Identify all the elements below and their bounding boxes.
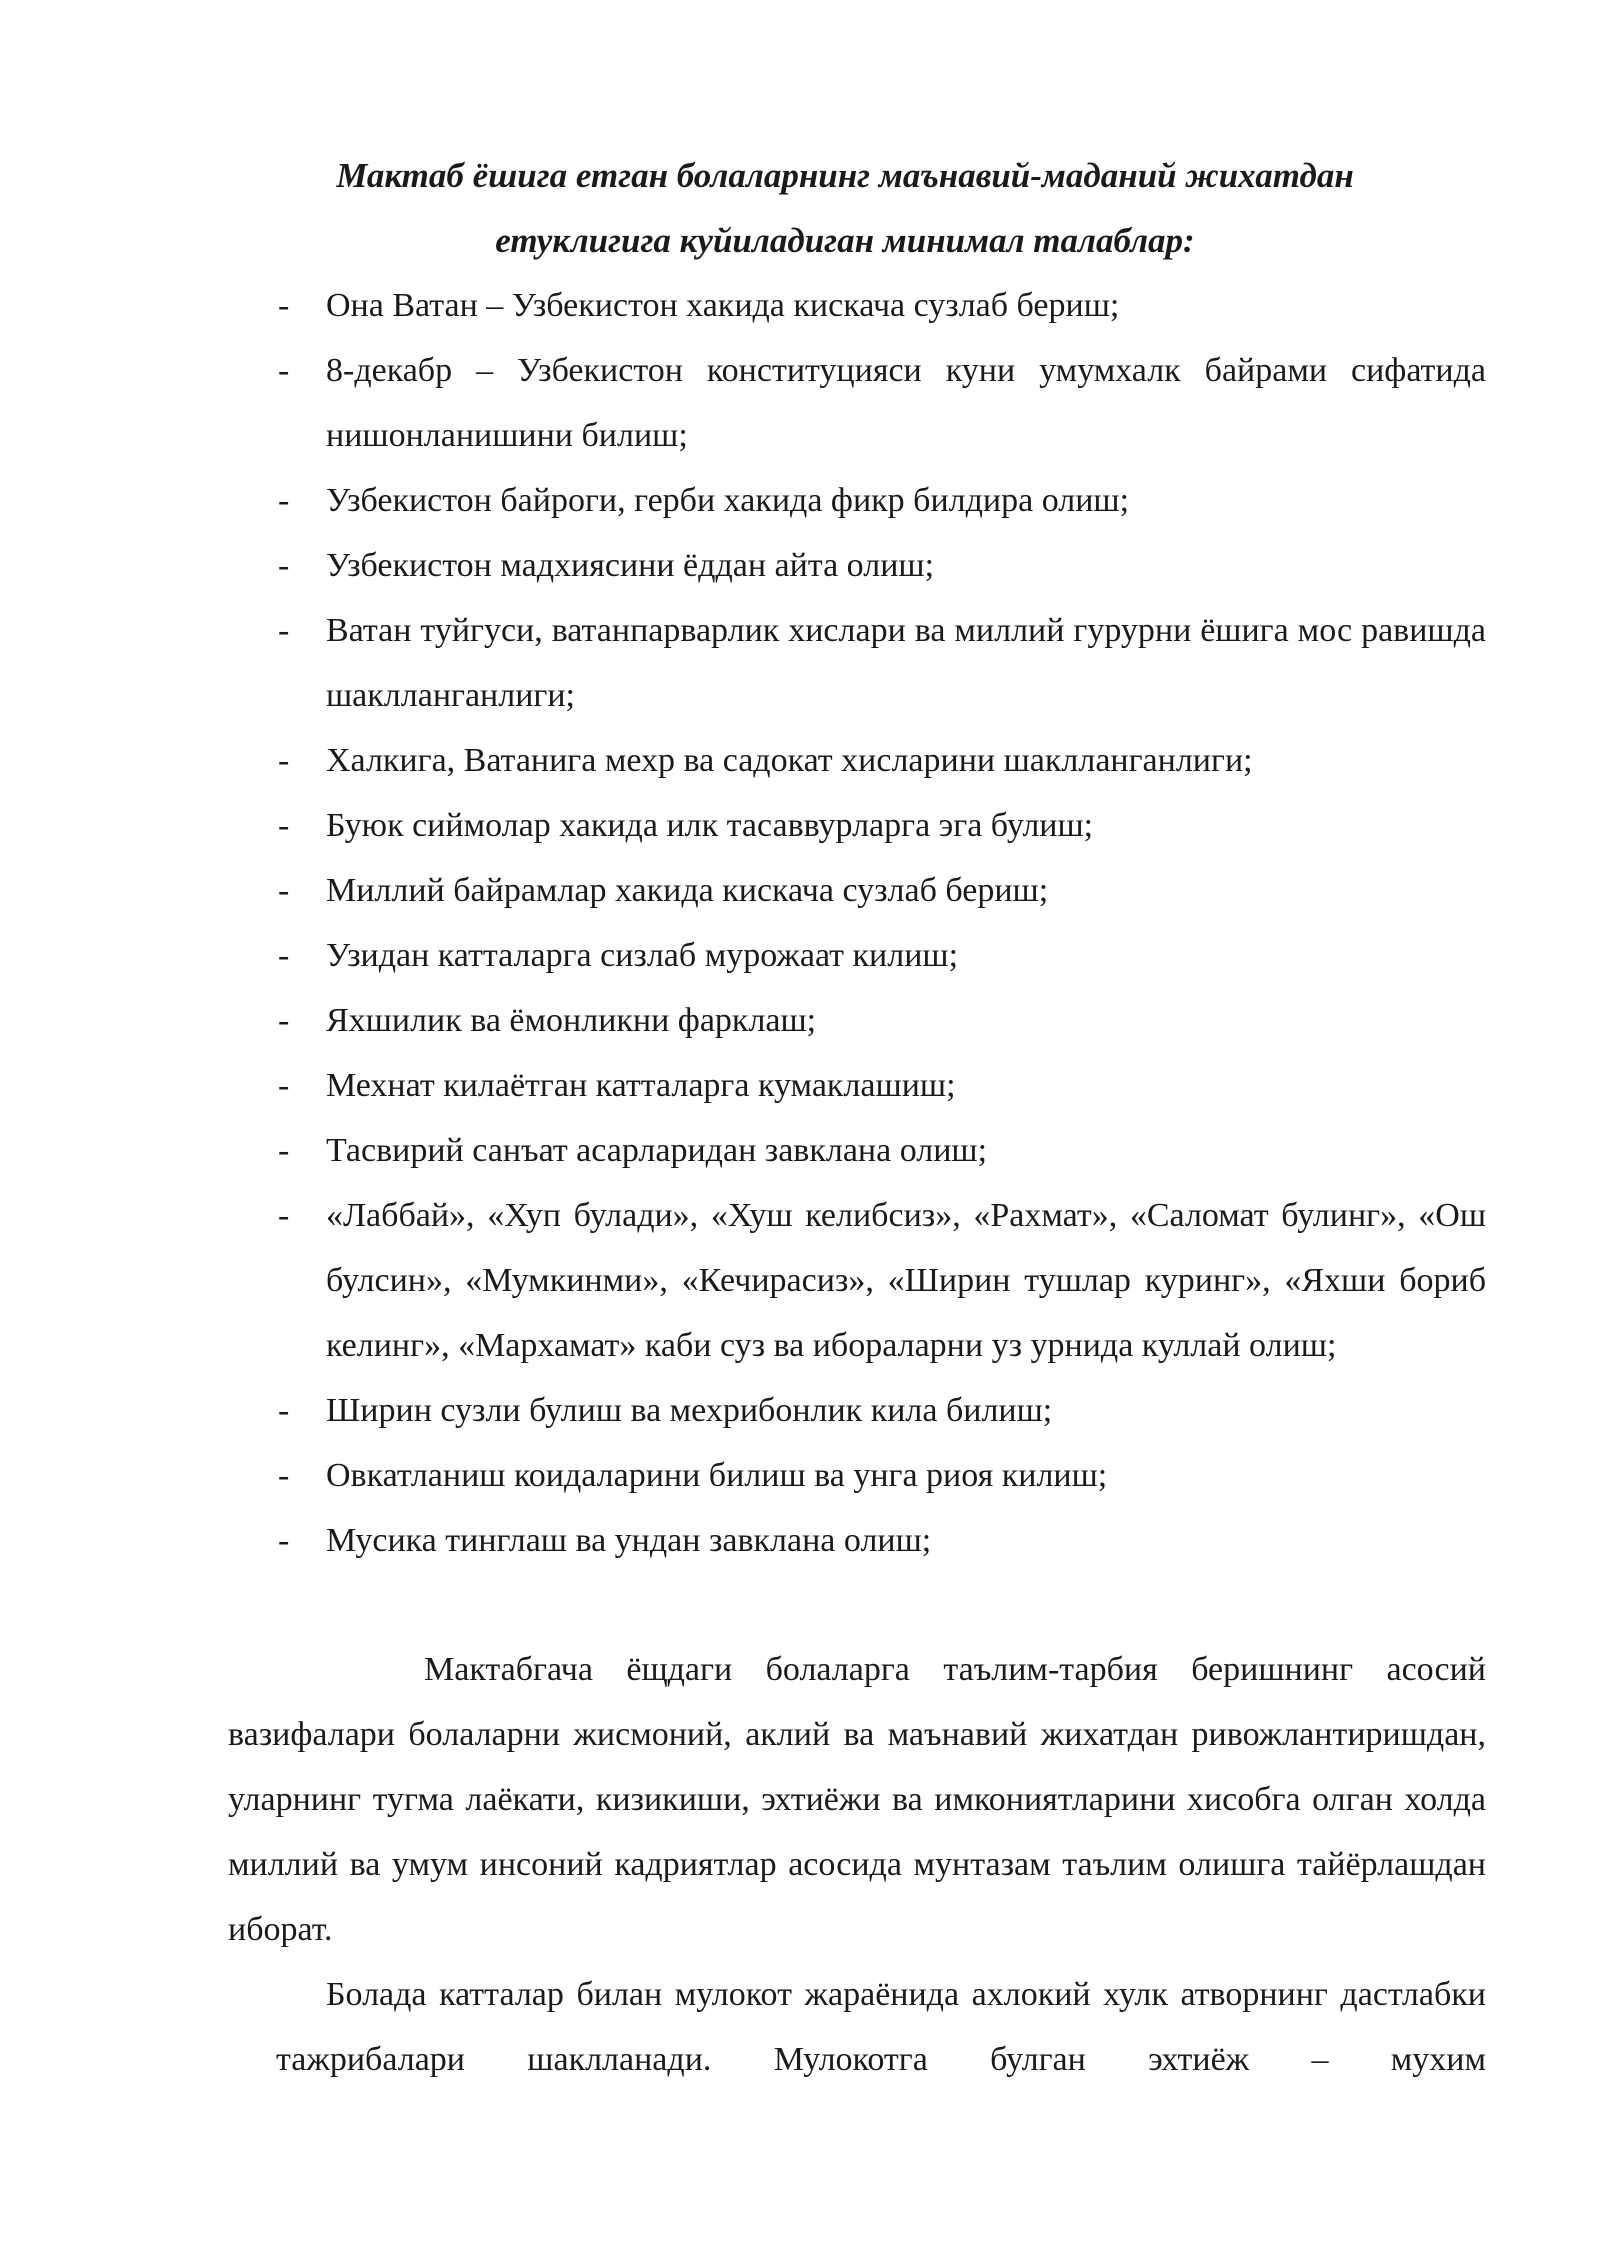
list-item-text: Мусика тинглаш ва ундан завклана олиш; <box>326 1522 932 1559</box>
list-item-text: Ширин сузли булиш ва мехрибонлик кила билиш; <box>326 1392 1053 1429</box>
list-item-text: Тасвирий санъат асарларидан завклана олиш; <box>326 1132 988 1169</box>
list-item <box>274 338 1486 468</box>
list-item-text: 8-декабр – Узбекистон конституцияси куни умумхалк байрами сифатида нишонланишини билиш; <box>326 352 1486 454</box>
list-item-text: Халкига, Ватанига мехр ва садокат хисларини шаклланганлиги; <box>326 742 1253 779</box>
list-item <box>274 533 1486 598</box>
list-item <box>274 923 1486 988</box>
list-item <box>274 858 1486 923</box>
list-item-text: Яхшилик ва ёмонликни фарклаш; <box>326 1002 817 1039</box>
list-item-text: Узидан катталарга сизлаб мурожаат килиш; <box>326 937 959 974</box>
bullet-dash: - <box>278 482 290 519</box>
bullet-dash: - <box>278 612 290 649</box>
list-item <box>274 1443 1486 1508</box>
list-item <box>274 988 1486 1053</box>
bullet-dash: - <box>278 352 290 389</box>
bullet-dash: - <box>278 1197 290 1234</box>
list-item-text: Узбекистон мадхиясини ёддан айта олиш; <box>326 547 935 584</box>
document-title-line-1: Мактаб ёшига етган болаларнинг маънавий-маданий жихатдан <box>336 156 1354 195</box>
list-item-text: Овкатланиш коидаларини билиш ва унга риоя килиш; <box>326 1457 1108 1494</box>
bullet-dash: - <box>278 547 290 584</box>
bullet-dash: - <box>278 1067 290 1104</box>
list-item-text: «Лаббай», «Хуп булади», «Хуш келибсиз», «Рахмат», «Саломат булинг», «Ош булсин», «Мумкинми», «Кечирасиз», «Ширин тушлар куринг», «Яхши бориб келинг», «Мархамат» каби суз ва ибораларни уз урнида куллай олиш; <box>326 1197 1486 1364</box>
bullet-dash: - <box>278 287 290 324</box>
bullet-dash: - <box>278 872 290 909</box>
list-item <box>274 728 1486 793</box>
list-item <box>274 1053 1486 1118</box>
bullet-dash: - <box>278 807 290 844</box>
list-item <box>274 598 1486 728</box>
list-item-text: Миллий байрамлар хакида кискача сузлаб бериш; <box>326 872 1049 909</box>
requirements-list <box>274 273 1486 1573</box>
bullet-dash: - <box>278 742 290 779</box>
body-paragraph-1: Мактабгача ёщдаги болаларга таълим-тарбия беришнинг асосий вазифалари болаларни жисмоний, аклий ва маънавий жихатдан ривожлантиришдан, уларнинг тугма лаёкати, кизикиши, эхтиёжи ва имкониятларини хисобга олган холда миллий ва умум инсоний кадриятлар асосида мунтазам таълим олишга тайёрлашдан иборат. <box>228 1651 1486 1948</box>
bullet-dash: - <box>278 1522 290 1559</box>
list-item <box>274 1118 1486 1183</box>
list-item <box>274 1508 1486 1573</box>
list-item <box>274 1183 1486 1378</box>
list-item <box>274 1378 1486 1443</box>
body-paragraph-2: Болада катталар билан мулокот жараёнида ахлокий хулк атворнинг дастлабки тажрибалари шаклланади. Мулокотга булган эхтиёж – мухим <box>276 1976 1486 2078</box>
bullet-dash: - <box>278 1002 290 1039</box>
list-item-text: Она Ватан – Узбекистон хакида кискача сузлаб бериш; <box>326 287 1120 324</box>
bullet-dash: - <box>278 937 290 974</box>
document-title-line-2: етуклигига куйиладиган минимал талаблар: <box>495 221 1195 260</box>
list-item-text: Ватан туйгуси, ватанпарварлик хислари ва миллий гурурни ёшига мос равишда шаклланганлиги; <box>326 612 1486 714</box>
list-item-text: Узбекистон байроги, герби хакида фикр билдира олиш; <box>326 482 1130 519</box>
list-item <box>274 273 1486 338</box>
list-item-text: Мехнат килаётган катталарга кумаклашиш; <box>326 1067 956 1104</box>
bullet-dash: - <box>278 1392 290 1429</box>
list-item <box>274 468 1486 533</box>
bullet-dash: - <box>278 1457 290 1494</box>
list-item <box>274 793 1486 858</box>
bullet-dash: - <box>278 1132 290 1169</box>
list-item-text: Буюк сиймолар хакида илк тасаввурларга эга булиш; <box>326 807 1094 844</box>
